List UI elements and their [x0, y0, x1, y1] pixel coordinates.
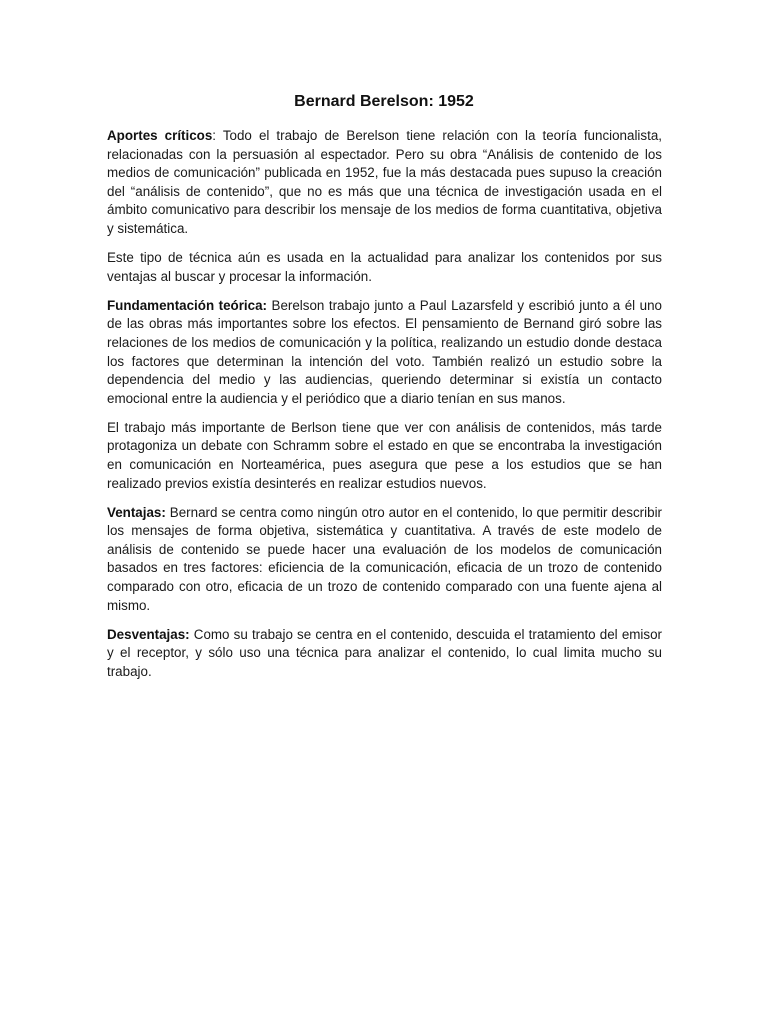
paragraph-text: Como su trabajo se centra en el contenido, descuida el tratamiento del emisor y el receptor, y sólo uso una técnica para analizar el contenido, lo cual limita mucho su trabajo. [107, 626, 662, 679]
paragraph-desventajas [107, 626, 662, 682]
paragraph-text: Berelson trabajo junto a Paul Lazarsfeld y escribió junto a él uno de las obras más importantes sobre los efectos. El pensamiento de Bernand giró sobre las relaciones de los medios de comunicación y la política, realizando un estudio donde destaca los factores que determinan la intención del voto. También realizó un estudio sobre la dependencia del medio y las audiencias, queriendo determinar si existía un contacto emocional entre la audiencia y el periódico que a diario tenían en sus manos. [107, 297, 662, 406]
paragraph-text: Bernard se centra como ningún otro autor en el contenido, lo que permitir describir los mensajes de forma objetiva, sistemática y cuantitativa. A través de este modelo de análisis de contenido se puede hacer una evaluación de los modelos de comunicación basados en tres factores: eficiencia de la comunicación, eficacia de un trozo de contenido comparado con otro, eficacia de un trozo de contenido comparado con una fuente ajena al mismo. [107, 504, 662, 613]
paragraph-text: Este tipo de técnica aún es usada en la actualidad para analizar los contenidos por sus ventajas al buscar y procesar la información. [107, 250, 662, 284]
paragraph-fundamentacion-teorica [107, 297, 662, 409]
paragraph-text: : Todo el trabajo de Berelson tiene relación con la teoría funcionalista, relacionadas con la persuasión al espectador. Pero su obra “Análisis de contenido de los medios de comunicación” publicada en 1952, fue la más destacada pues supuso la creación del “análisis de contenido”, que no es más que una técnica de investigación usada en el ámbito comunicativo para describir los mensaje de los medios de forma cuantitativa, objetiva y sistemática. [107, 128, 662, 236]
document-title: Bernard Berelson: 1952 [294, 93, 474, 110]
paragraph-label: Fundamentación teórica: [107, 297, 268, 313]
document-body [107, 127, 662, 692]
paragraph-trabajo-importante [107, 419, 662, 493]
paragraph-text: El trabajo más importante de Berlson tiene que ver con análisis de contenidos, más tarde protagoniza un debate con Schramm sobre el estado en que se encontraba la investigación en comunicación en Norteamérica, pues asegura que pese a los estudios que se han realizado previos existía desinterés en realizar estudios nuevos. [107, 419, 662, 491]
paragraph-tecnica-actual [107, 249, 662, 286]
paragraph-ventajas [107, 504, 662, 616]
paragraph-label: Ventajas: [107, 504, 166, 520]
paragraph-label: Aportes críticos [107, 128, 213, 143]
paragraph-aportes-criticos [107, 127, 662, 239]
paragraph-label: Desventajas: [107, 626, 190, 642]
